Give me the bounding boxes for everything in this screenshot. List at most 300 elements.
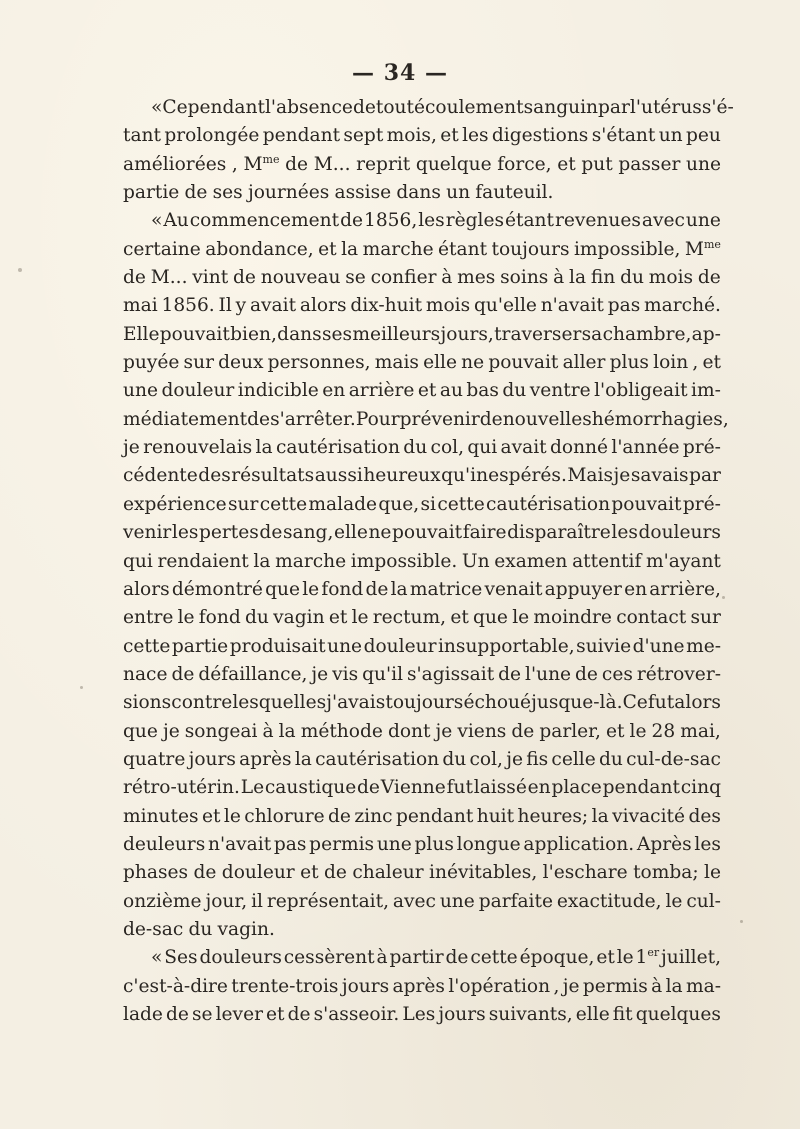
word: toujours (491, 238, 570, 260)
word: nouvelles (502, 408, 592, 430)
word: je (435, 720, 453, 742)
word: avec (641, 210, 685, 232)
word: songeai (184, 720, 258, 742)
word: une (376, 833, 412, 855)
word: marché. (644, 295, 721, 317)
word: et (596, 947, 615, 969)
word: elle (423, 352, 458, 374)
word: M... (313, 153, 351, 175)
word: l'une (525, 663, 572, 685)
word: indicible (237, 380, 319, 402)
word: après (239, 748, 292, 770)
word: le (302, 578, 320, 600)
word: dans (277, 323, 322, 345)
word: commencement (189, 210, 340, 232)
text-line (123, 633, 721, 661)
word: me- (686, 635, 721, 657)
word: pré- (682, 493, 721, 515)
word: pré- (682, 437, 721, 459)
word: jours (341, 975, 390, 997)
word: juillet, (661, 947, 721, 969)
word: de (166, 1004, 189, 1025)
word: de (328, 805, 351, 827)
paper-speck (722, 596, 725, 599)
word: de (498, 663, 522, 685)
word: les (611, 522, 638, 544)
word: de (233, 267, 256, 289)
word: la (341, 238, 359, 260)
word: rendaient (157, 550, 249, 572)
word: ne (461, 352, 485, 374)
word: lade (123, 1004, 163, 1025)
word: suivants, (488, 1004, 573, 1025)
word: expérience (123, 493, 227, 515)
word: exactitude, (556, 890, 662, 912)
word: impossible, (573, 238, 681, 260)
word: pouvait (611, 493, 682, 515)
word: une (686, 153, 721, 175)
word: que, (378, 493, 420, 515)
word: Elle (123, 323, 160, 345)
word: de (352, 97, 376, 118)
word: avait (249, 295, 297, 317)
word: s'é- (701, 97, 734, 118)
word: lesquelles (232, 692, 327, 714)
word: prolongée (164, 125, 260, 147)
word: Ce (622, 692, 648, 714)
word: de (445, 947, 469, 969)
word: de (259, 522, 283, 544)
text-line (123, 604, 721, 632)
word: caustique (264, 777, 357, 799)
word: appuyer (544, 578, 622, 600)
word: de (365, 578, 389, 600)
word: Au (163, 210, 189, 232)
word: sept (343, 125, 384, 147)
word: et (450, 607, 469, 629)
word: j'avais (326, 692, 386, 714)
word: partie (123, 182, 180, 204)
text-line (123, 292, 721, 320)
word: fis (526, 748, 549, 770)
word: de (285, 153, 309, 175)
word: l'obligeait (594, 380, 688, 402)
word: , (231, 153, 238, 175)
word: im- (691, 380, 721, 402)
word: à (262, 720, 274, 742)
word: de (479, 408, 503, 430)
word: tomba; (633, 862, 699, 884)
word: donné (549, 437, 609, 459)
word: elle (333, 522, 368, 544)
word: cautérisation (315, 748, 440, 770)
word: Les (402, 1004, 436, 1025)
word: et (606, 720, 625, 742)
word: s'agissait (407, 663, 495, 685)
word: au (439, 380, 463, 402)
text-line (123, 718, 721, 746)
word: venir (123, 522, 172, 544)
word: améliorées (123, 153, 227, 175)
word: marche (275, 550, 347, 572)
word: mais (374, 352, 419, 374)
text-line (123, 944, 721, 972)
word: je (562, 975, 580, 997)
word: et (300, 862, 319, 884)
word: confier (370, 267, 437, 289)
word: des (688, 805, 721, 827)
word: de (357, 777, 380, 799)
word: qu'il (362, 663, 404, 685)
word: jours (188, 748, 236, 770)
word: cette (123, 635, 171, 657)
word: démontré (171, 578, 263, 600)
word: malade (308, 493, 378, 515)
word: n'avait (207, 833, 272, 855)
word: le (351, 607, 369, 629)
word: qui (467, 437, 498, 459)
word: mes (457, 267, 496, 289)
word: ap- (691, 323, 721, 345)
superscript: me (703, 237, 721, 251)
word: du (502, 380, 527, 402)
word: se (192, 1004, 213, 1025)
word: mai, (680, 720, 721, 742)
word: Mais (567, 465, 614, 487)
word: M... (150, 267, 188, 289)
word: mai (123, 295, 158, 317)
word: arrière (348, 380, 415, 402)
word: entre (123, 607, 174, 629)
word: fut (647, 692, 675, 714)
word: cautérisation (275, 437, 400, 459)
word: c'est-à-dire (123, 975, 228, 997)
word: et (440, 125, 459, 147)
word: certaine (123, 238, 201, 260)
word: cinq (680, 777, 721, 799)
word: l'absence (264, 97, 353, 118)
word: n'avait (540, 295, 604, 317)
text-line (123, 916, 721, 944)
word: marche (362, 238, 434, 260)
word: à (376, 947, 388, 969)
word: Ses (164, 947, 198, 969)
word: l'opération (448, 975, 551, 997)
word: minutes (123, 805, 199, 827)
word: sa (581, 323, 603, 345)
word: pouvait (392, 522, 463, 544)
word: jours, (440, 323, 494, 345)
word: de (287, 1004, 311, 1025)
word: l'année (611, 437, 680, 459)
word: lever (215, 1004, 263, 1025)
word: le (629, 720, 647, 742)
word: les (418, 210, 445, 232)
word: suivie (576, 635, 632, 657)
word: quelques (635, 1004, 721, 1025)
word: fin (590, 267, 616, 289)
word: se (345, 267, 366, 289)
text-line (123, 406, 729, 434)
text-line (123, 491, 721, 519)
word: médiatement (123, 408, 248, 430)
text-line (123, 888, 721, 916)
word: je (162, 720, 180, 742)
word: la (591, 805, 609, 827)
word: pendant (602, 777, 680, 799)
word: sur (227, 493, 259, 515)
word: la (294, 748, 312, 770)
paper-speck (18, 268, 22, 272)
word: et (318, 238, 337, 260)
word: une (439, 890, 475, 912)
paper-speck (740, 920, 743, 923)
page-number: — 34 — (352, 60, 448, 86)
word: tout (375, 97, 414, 118)
word: 1856. (161, 295, 215, 317)
text-line (123, 859, 721, 887)
word: partir (389, 947, 444, 969)
word: époque, (519, 947, 595, 969)
word: col, (430, 437, 464, 459)
word: qu'inespérés. (441, 465, 567, 487)
text-line (123, 264, 721, 292)
word: ses (212, 182, 243, 204)
word: cette (259, 493, 308, 515)
word: et (328, 607, 348, 629)
word: vivacité (612, 805, 686, 827)
word: Un (461, 550, 490, 572)
word: put (581, 153, 613, 175)
word: de (575, 663, 598, 685)
word: parler, (539, 720, 601, 742)
word: chlorure (244, 805, 325, 827)
word: représentait, (266, 890, 389, 912)
word: longue (456, 833, 521, 855)
word: alors (674, 692, 721, 714)
word: chaleur (352, 862, 424, 884)
text-line (123, 746, 721, 774)
word: personnes, (267, 352, 371, 374)
word: du (620, 267, 644, 289)
text-line (123, 434, 721, 462)
word: jour, (205, 890, 248, 912)
text-line (123, 462, 721, 490)
word: venait (484, 578, 543, 600)
word: écoulement (414, 97, 524, 118)
word: de (184, 182, 208, 204)
word: pendant (395, 805, 474, 827)
word: $M^{me}$ (684, 237, 721, 260)
word: viens (457, 720, 507, 742)
text-line (123, 151, 721, 179)
word: dans (396, 182, 441, 204)
word: à (441, 267, 453, 289)
word: de (697, 267, 721, 289)
word: reprit (356, 153, 411, 175)
word: s'arrêter. (270, 408, 356, 430)
word: en (322, 380, 346, 402)
word: je (311, 663, 329, 685)
word: passer (618, 153, 681, 175)
text-line (123, 519, 721, 547)
word: de (323, 862, 347, 884)
word: du (245, 607, 269, 629)
word: meilleurs (352, 323, 441, 345)
word: la (278, 720, 296, 742)
word: quatre (123, 748, 186, 770)
word: et (417, 380, 437, 402)
word: « (151, 947, 163, 969)
word: revenues (555, 210, 641, 232)
word: toujours (385, 692, 464, 714)
word: Le (240, 777, 265, 799)
word: je (613, 465, 631, 487)
word: fit (612, 1004, 633, 1025)
word: col, (469, 748, 503, 770)
word: , (692, 352, 699, 374)
word: vis (332, 663, 359, 685)
word: les (171, 522, 199, 544)
word: renouvelais (143, 437, 253, 459)
word: peu (686, 125, 721, 147)
word: que (265, 578, 301, 600)
paper-speck (80, 686, 83, 689)
word: l'eschare (542, 862, 628, 884)
word: Il (218, 295, 232, 317)
word: bas (466, 380, 499, 402)
word: qui (123, 550, 153, 572)
word: m'ayant (646, 550, 721, 572)
word: de (193, 862, 217, 884)
word: résultats (231, 465, 315, 487)
word: mois (648, 267, 694, 289)
word: aussi (314, 465, 363, 487)
superscript: er (647, 946, 660, 960)
word: aller (562, 352, 606, 374)
word: impossible. (350, 550, 458, 572)
word: matrice (409, 578, 483, 600)
word: zinc (354, 805, 393, 827)
word: cette (437, 493, 485, 515)
word: douleurs (638, 522, 721, 544)
word: elle (575, 1004, 610, 1025)
word: et (266, 1004, 285, 1025)
word: soins (500, 267, 549, 289)
word: Après (636, 833, 692, 855)
word: alors (299, 295, 347, 317)
word: ses (321, 323, 353, 345)
word: produisait (229, 635, 326, 657)
word: du (403, 437, 428, 459)
word: qu'elle (474, 295, 537, 317)
word: je (123, 437, 140, 459)
word: deuleurs (123, 833, 206, 855)
word: à (651, 975, 663, 997)
word: plus (414, 833, 454, 855)
word: « (151, 210, 163, 232)
word: rectum, (372, 607, 447, 629)
word: avait (500, 437, 547, 459)
word: la (255, 437, 273, 459)
text-line (123, 122, 721, 150)
word: méthode (300, 720, 383, 742)
text-line (123, 321, 721, 349)
word: faire (462, 522, 507, 544)
word: après (392, 975, 445, 997)
word: abondance, (205, 238, 314, 260)
word: un (446, 182, 471, 204)
word: en (527, 777, 551, 799)
word: douleur (161, 380, 235, 402)
word: des (198, 465, 231, 487)
word: journées (247, 182, 330, 204)
text-line (123, 548, 721, 576)
word: et (201, 805, 221, 827)
word: d'une (632, 635, 685, 657)
word: cul- (686, 890, 721, 912)
word: de (511, 720, 535, 742)
word: douleurs (199, 947, 282, 969)
word: les (694, 833, 721, 855)
text-line (123, 1001, 721, 1029)
word: heures; (517, 805, 589, 827)
text-line (123, 831, 721, 859)
word: rétrover- (636, 663, 721, 685)
word: nouveau (260, 267, 341, 289)
word: de-sac (123, 918, 184, 940)
word: pas (273, 833, 307, 855)
word: douleur (221, 862, 295, 884)
word: traverser (494, 323, 582, 345)
word: alors (123, 578, 170, 600)
word: insupportable, (437, 635, 575, 657)
word: que (473, 607, 508, 629)
word: « (151, 97, 163, 118)
word: dix-huit (350, 295, 423, 317)
word: laissé (473, 777, 527, 799)
text-line (123, 689, 721, 717)
word: une (123, 380, 158, 402)
word: ces (601, 663, 633, 685)
text-line (123, 661, 721, 689)
word: Cependant (162, 97, 265, 118)
word: le (223, 805, 241, 827)
word: par (689, 465, 721, 487)
word: deux (218, 352, 264, 374)
body-text (123, 94, 734, 1029)
word: moindre (533, 607, 612, 629)
text-line (123, 576, 721, 604)
word: force, (497, 153, 552, 175)
word: chambre, (602, 323, 692, 345)
word: inévitables, (429, 862, 538, 884)
word: fauteuil. (475, 182, 554, 204)
word: pendant (262, 125, 341, 147)
word: mois, (386, 125, 437, 147)
word: sions (123, 692, 172, 714)
text-line (123, 973, 721, 1001)
word: contact (616, 607, 687, 629)
word: le (177, 607, 195, 629)
word: une (685, 210, 721, 232)
word: disparaître (507, 522, 611, 544)
word: de (123, 267, 146, 289)
word: partie (171, 635, 229, 657)
word: s'étant (591, 125, 656, 147)
word: du (188, 918, 213, 940)
superscript: me (262, 152, 280, 166)
